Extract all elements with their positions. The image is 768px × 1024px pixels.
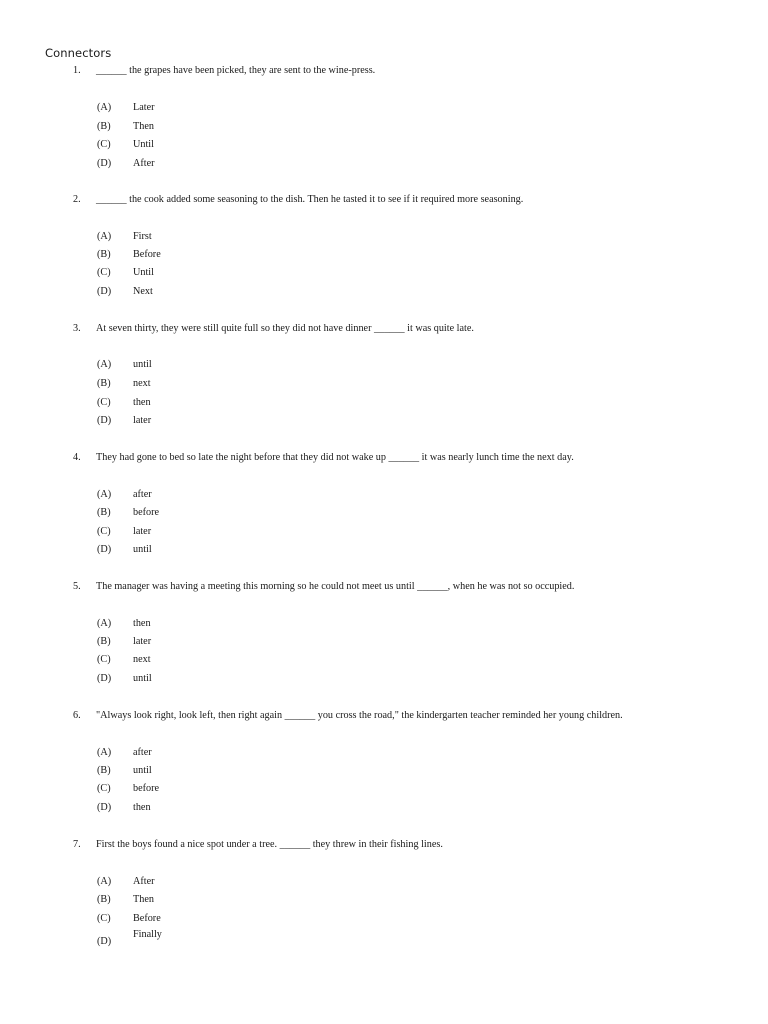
option-text: Then [133,121,154,132]
option-text: then [133,618,151,629]
option-text: Later [133,102,155,113]
question-text: ______ the cook added some seasoning to the dish. Then he tasted it to see if it required more seasoning. [96,194,524,205]
option-letter: (C) [97,783,111,794]
option-letter: (B) [97,894,111,905]
option-letter: (A) [97,489,112,500]
option-text: later [133,526,152,537]
option-letter: (A) [97,359,112,370]
question-number: 2. [73,194,81,205]
option-letter: (D) [97,936,112,947]
question-number: 3. [73,323,81,334]
option-letter: (B) [97,121,111,132]
option-text: After [133,158,155,169]
option-text: First [133,231,152,242]
option-letter: (C) [97,913,111,924]
option-text: Then [133,894,154,905]
option-text: until [133,673,152,684]
question-text: "Always look right, look left, then right again ______ you cross the road," the kindergarten teacher reminded her young children. [96,710,623,721]
question-text: ______ the grapes have been picked, they are sent to the wine-press. [96,65,376,76]
question-number: 1. [73,65,81,76]
option-letter: (C) [97,139,111,150]
option-letter: (B) [97,507,111,518]
question-text: The manager was having a meeting this morning so he could not meet us until ______, when he was not so occupied. [96,581,575,592]
option-text: until [133,359,152,370]
option-text: until [133,765,152,776]
option-text: before [133,783,160,794]
option-text: until [133,544,152,555]
option-text: before [133,507,160,518]
option-letter: (D) [97,673,112,684]
option-letter: (D) [97,286,112,297]
option-letter: (A) [97,231,112,242]
option-text: Before [133,913,161,924]
option-text: Before [133,249,161,260]
option-text: Until [133,267,154,278]
question-text: At seven thirty, they were still quite full so they did not have dinner ______ it was quite late. [96,323,474,334]
option-letter: (B) [97,765,111,776]
option-text: later [133,415,152,426]
option-text: then [133,802,151,813]
option-letter: (D) [97,158,112,169]
option-letter: (B) [97,249,111,260]
option-letter: (B) [97,636,111,647]
question-number: 5. [73,581,81,592]
option-text: next [133,654,151,665]
question-number: 7. [73,839,81,850]
option-text: after [133,747,152,758]
option-letter: (B) [97,378,111,389]
option-letter: (D) [97,544,112,555]
option-text: later [133,636,152,647]
option-letter: (C) [97,526,111,537]
option-letter: (D) [97,802,112,813]
option-letter: (A) [97,876,112,887]
question-number: 4. [73,452,81,463]
option-text: Next [133,286,153,297]
question-number: 6. [73,710,81,721]
option-letter: (C) [97,654,111,665]
page-title: Connectors [45,46,112,60]
option-text: then [133,397,151,408]
option-text: after [133,489,152,500]
question-text: They had gone to bed so late the night before that they did not wake up ______ it was nearly lunch time the next day. [96,452,574,463]
option-letter: (C) [97,267,111,278]
option-letter: (A) [97,747,112,758]
option-letter: (D) [97,415,112,426]
option-text: Finally [133,929,162,940]
option-letter: (A) [97,618,112,629]
option-letter: (C) [97,397,111,408]
option-letter: (A) [97,102,112,113]
option-text: Until [133,139,154,150]
option-text: next [133,378,151,389]
question-text: First the boys found a nice spot under a tree. ______ they threw in their fishing lines. [96,839,443,850]
option-text: After [133,876,155,887]
